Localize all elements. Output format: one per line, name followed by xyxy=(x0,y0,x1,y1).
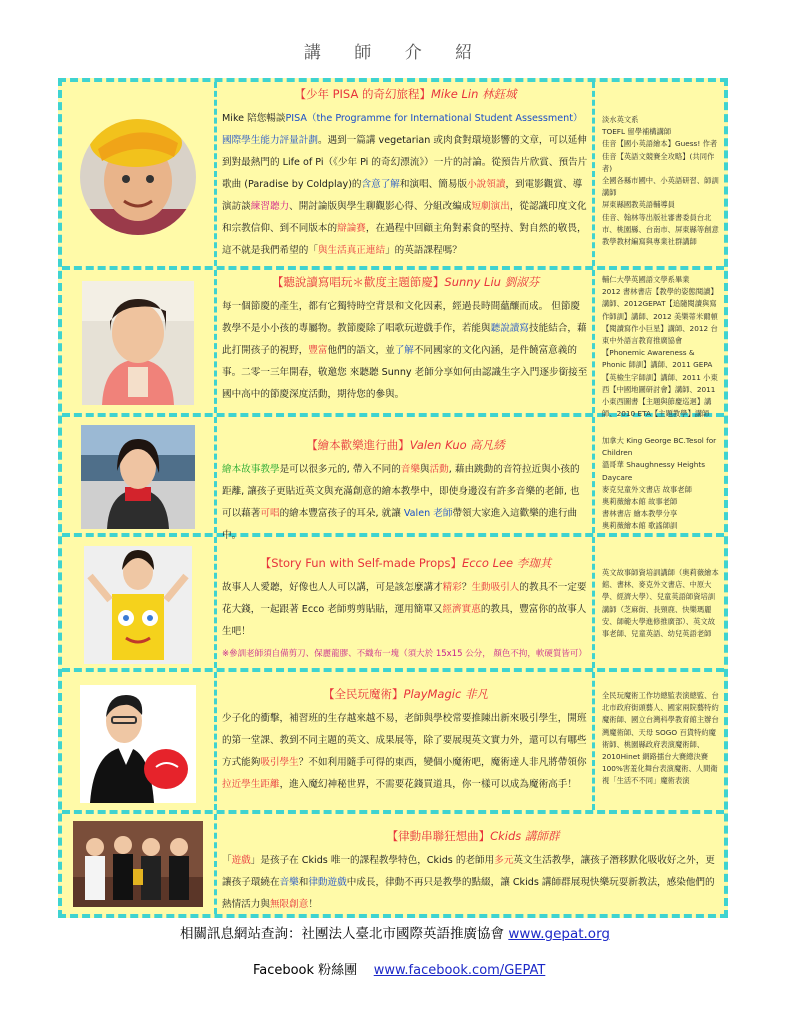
body-text: ！ xyxy=(308,899,318,910)
highlight-text: 與生活真正連結 xyxy=(317,245,386,256)
instructor-row-mike xyxy=(62,82,724,270)
divider-line xyxy=(214,537,217,668)
highlight-text: 豐富 xyxy=(308,345,328,356)
section-body xyxy=(222,850,724,916)
divider-line xyxy=(214,417,217,533)
body-text: 故事人人愛聽，好像也人人可以講，可是該怎麼講才 xyxy=(222,582,443,593)
footer-text: 相關訊息網站查詢：社團法人臺北市國際英語推廣協會 xyxy=(180,926,509,942)
instructor-photo xyxy=(68,423,208,531)
section-main xyxy=(222,682,589,796)
body-text: ，到電影觀賞、導演訪談 xyxy=(222,179,583,212)
body-text: 的繪本豐富孩子的耳朵, 就讓 xyxy=(279,508,404,519)
divider-line xyxy=(592,270,595,413)
body-text: 。遇到一篇講 vegetarian 或肉食對環境影響的文章，可以延伸到對最熱門的 Life of Pi（《少年 Pi 的奇幻漂流》）一片的討論。從預告片欣賞、預告片歌曲 (Paradise by Coldplay)的 xyxy=(222,135,588,190)
body-text: 技能結合，藉此打開孩子的視野， xyxy=(222,323,587,356)
body-text: ，從認識印度文化和宗教信仰、到不同版本的 xyxy=(222,201,587,234)
section-title-cn: 【少年 PISA 的奇幻旅程】 xyxy=(294,87,431,101)
divider-line xyxy=(214,814,217,914)
divider-line xyxy=(214,672,217,810)
photo-ckids-icon xyxy=(73,821,203,907)
instructor-photo xyxy=(68,680,208,808)
instructor-credentials: 輔仁大學英國語文學系畢業 2012 書林書店【教學的姿態閱讀】講師、2012GEPAT【追隨閱讀與寫作師訓】講師、2012 美樂蒂米爾頓【閱讀寫作小巨星】講師、2012 台東中外語言教育推廣協會【Phonemic Awareness & Phonic 師訓】講師、2011 GEPA【英檢生字師訓】講師、2011 小東西【中國地圖研討會】講師、2011 小東西圖書【主題與節慶巡迴】講師、2010 ETA【主題教學】講師 xyxy=(602,275,718,419)
body-text: 與 xyxy=(419,464,430,475)
divider-line xyxy=(214,270,217,413)
instructor-credentials: 英文故事師資培訓講師（奧莉薇繪本館、書林、麥克外文書店、中原大學、經濟大學）、兒童英語師資培訓講師（芝麻街、長頸鹿、快樂瑪麗安、師範大學進修推廣部）、英文故事老師、兒童英語、幼兒英語老師 xyxy=(602,568,719,639)
body-text: ？ xyxy=(461,582,472,593)
highlight-text: 活動 xyxy=(429,464,449,475)
highlight-text: 辯論賽 xyxy=(337,223,366,234)
highlight-text: 無限創意 xyxy=(269,899,309,910)
body-text: 中成長，律動不再只是教學的點綴，讓 Ckids 講師群展現快樂玩耍新教法，感染他們的熱情活力與 xyxy=(222,877,715,910)
instructor-photo xyxy=(68,543,208,667)
section-main xyxy=(222,824,724,916)
highlight-text: 短劇演出 xyxy=(471,201,510,212)
section-body xyxy=(222,577,589,643)
highlight-text: 音樂 xyxy=(400,464,420,475)
section-title xyxy=(222,555,589,571)
highlight-text: 拉近學生距離 xyxy=(222,779,280,790)
instructor-row-sunny xyxy=(62,270,724,417)
body-text: 和 xyxy=(298,877,309,888)
instructor-row-playmagic xyxy=(62,672,724,814)
body-text: 的教具，豐富你的故事人生吧！ xyxy=(222,604,587,637)
body-text: 帶領大家進入這歡樂的進行曲中。 xyxy=(222,508,578,541)
highlight-text: 練習聽力 xyxy=(250,201,290,212)
section-title xyxy=(222,86,589,102)
highlight-text: 吸引學生 xyxy=(260,757,299,768)
section-title-en: Sunny Liu 劉淑芬 xyxy=(444,275,540,289)
footer-line-facebook xyxy=(0,944,790,978)
photo-valen-icon xyxy=(81,425,195,529)
body-text: 」的英語課程嗎？ xyxy=(385,245,462,256)
highlight-text: 多元 xyxy=(494,855,514,866)
body-text: 和演唱、簡易版 xyxy=(399,179,468,190)
highlight-text: 繪本故事教學 xyxy=(222,464,280,475)
section-note: ※參訓老師須自備剪刀、保麗龍膠、不織布一塊（須大於 15x15 公分， 顏色不拘，軟硬質皆可） xyxy=(222,649,587,659)
highlight-text: 生動吸引人 xyxy=(471,582,520,593)
instructor-row-valen xyxy=(62,417,724,541)
section-title-en: PlayMagic 非凡 xyxy=(403,687,488,701)
instructor-frame xyxy=(58,78,728,918)
highlight-text: 小說領讀 xyxy=(467,179,506,190)
divider-line xyxy=(592,537,595,668)
highlight-text: Valen 老師 xyxy=(403,508,453,519)
body-text: Mike 陪您暢談 xyxy=(222,113,286,124)
highlight-text: PISA（the Programme for International Student Assessment）國際學生能力評量計劃 xyxy=(222,113,583,146)
section-body xyxy=(222,459,589,547)
body-text: ，在過程中回顧主角對素食的堅持、對自然的敬畏，這不就是我們希望的「 xyxy=(222,223,587,256)
body-text: 是可以很多元的, 帶入不同的 xyxy=(279,464,401,475)
section-title xyxy=(222,437,589,453)
instructor-credentials: 全民玩魔術工作坊總監表演總監、台北市政府街頭藝人、國家兩院藝特約魔術師、國立台灣科學教育館主辦台灣魔術師、天母 SOGO 百貨特約魔術師、桃園縣政府表演魔術師、2010Hinet 網路擂台大賽總決賽 100%害羞化舞台表演魔術、人間衛視「生活不不同」魔術表演 xyxy=(602,691,719,786)
section-title-en: Mike Lin 林鈺城 xyxy=(430,87,517,101)
section-body xyxy=(222,108,589,262)
body-text: , 藉由跳動的音符拉近與小孩的距離, 讓孩子更貼近英文與充滿創意的繪本教學中，即使身邊沒有許多音樂的老師, 也可以藉著 xyxy=(222,464,580,519)
photo-ecco-icon xyxy=(84,546,192,664)
body-text: 每一個節慶的產生，都有它獨特時空背景和文化因素，經過長時間蘊釀而成。 但節慶教學不是小小孩的專屬物。教節慶除了唱歌玩遊戲手作，若能與 xyxy=(222,301,581,334)
section-title-cn: 【Story Fun with Self-made Props】 xyxy=(259,556,462,570)
section-title-en: Valen Kuo 高凡綉 xyxy=(409,438,505,452)
section-title-cn: 【聽說讀寫唱玩＊歡度主題節慶】 xyxy=(271,275,445,289)
section-title-cn: 【律動串聯狂想曲】 xyxy=(386,829,491,843)
instructor-photo xyxy=(68,104,208,244)
body-text: 、開討論版與學生聊觀影心得、分組改編成 xyxy=(289,201,472,212)
section-title-en: Ckids 講師群 xyxy=(490,829,560,843)
body-text: ，進入魔幻神秘世界，不需要花錢買道具，你一樣可以成為魔術高手！ xyxy=(279,779,577,790)
section-title-cn: 【全民玩魔術】 xyxy=(323,687,404,701)
section-body xyxy=(222,296,589,406)
photo-sunny-icon xyxy=(82,281,194,405)
section-main xyxy=(222,270,589,406)
instructor-credentials: 淡水英文系 TOEFL 留學補構講師 佳音【國小英語繪本】Guess! 作者 佳音【英語文競賽全攻略】(共同作者) 全國各縣市國中、小英語研習、師訓講師 屏東縣國教英語輔導員 佳音、翰林等出版社審書委員台北市、桃園縣、台南市、屏東縣等創意教學教材編寫與專業社群講師 xyxy=(602,115,719,247)
section-title-cn: 【繪本歡樂進行曲】 xyxy=(306,438,410,452)
section-title xyxy=(222,686,589,702)
page-title: 講 師 介 紹 xyxy=(303,43,487,63)
body-text: 」是孩子在 Ckids 唯一的課程教學特色，Ckids 的老師用 xyxy=(250,855,495,866)
highlight-text: 律動遊戲 xyxy=(308,877,347,888)
instructor-photo xyxy=(68,818,208,910)
body-text: 「 xyxy=(222,855,232,866)
instructor-row-ckids xyxy=(62,814,724,914)
photo-playmagic-icon xyxy=(80,685,196,803)
body-text: 不同國家的文化內涵，是件饒富意義的事。二零一三年開春，敬邀您 來聽聽 Sunny 老師分享如何由認識生字入門逐步銜接至國中高中的節慶深度活動，期待您的參與。 xyxy=(222,345,588,400)
highlight-text: 經濟實惠 xyxy=(442,604,481,615)
facebook-link[interactable]: www.facebook.com/GEPAT xyxy=(373,963,546,978)
body-text: 他們的語文，並 xyxy=(327,345,395,356)
divider-line xyxy=(592,82,595,266)
section-main xyxy=(222,433,589,547)
body-text: ？不如利用隨手可得的東西，變個小魔術吧，魔術達人非凡將帶領你 xyxy=(298,757,587,768)
section-title-en: Ecco Lee 李珈其 xyxy=(461,556,552,570)
highlight-text: 聽說讀寫 xyxy=(490,323,529,334)
highlight-text: 遊戲 xyxy=(231,855,251,866)
divider-line xyxy=(592,417,595,533)
highlight-text: 精彩 xyxy=(442,582,462,593)
body-text: 的教具不一定要花大錢，一起跟著 Ecco 老師剪剪貼貼，運用簡單又 xyxy=(222,582,587,615)
instructor-credentials: 加拿大 King George BC.Tesol for Children 溫哥華 Shaughnessy Heights Daycare 麥克兒童外文書店 故事老師 奧莉薇繪本館 故事老師 書林書店 繪本教學分享 奧莉薇繪本館 歌謠師訓 xyxy=(602,436,717,531)
website-link[interactable]: www.gepat.org xyxy=(508,926,610,942)
section-title xyxy=(222,828,724,844)
section-title xyxy=(222,274,589,290)
highlight-text: 可唱 xyxy=(260,508,280,519)
photo-mike-icon xyxy=(78,109,198,239)
highlight-text: 音樂 xyxy=(279,877,299,888)
body-text: 英文生活教學，讓孩子潛移默化吸收好之外，更讓孩子環繞在 xyxy=(222,855,715,888)
footer-line-website xyxy=(0,922,790,942)
body-text: 少子化的衝擊，補習班的生存越來越不易，老師與學校常要推陳出新來吸引學生，開班的第一堂課、教到不同主題的英文、成果展等，除了要展現英文實力外，還可以有哪些方式能夠 xyxy=(222,713,587,768)
section-body xyxy=(222,708,589,796)
highlight-text: 了解 xyxy=(394,345,414,356)
divider-line xyxy=(592,672,595,810)
footer-text: Facebook 粉絲團 xyxy=(252,963,374,978)
instructor-row-ecco xyxy=(62,537,724,672)
divider-line xyxy=(214,82,217,266)
section-main xyxy=(222,551,589,663)
highlight-text: 含意了解 xyxy=(361,179,400,190)
section-main xyxy=(222,82,589,262)
instructor-photo xyxy=(68,278,208,408)
